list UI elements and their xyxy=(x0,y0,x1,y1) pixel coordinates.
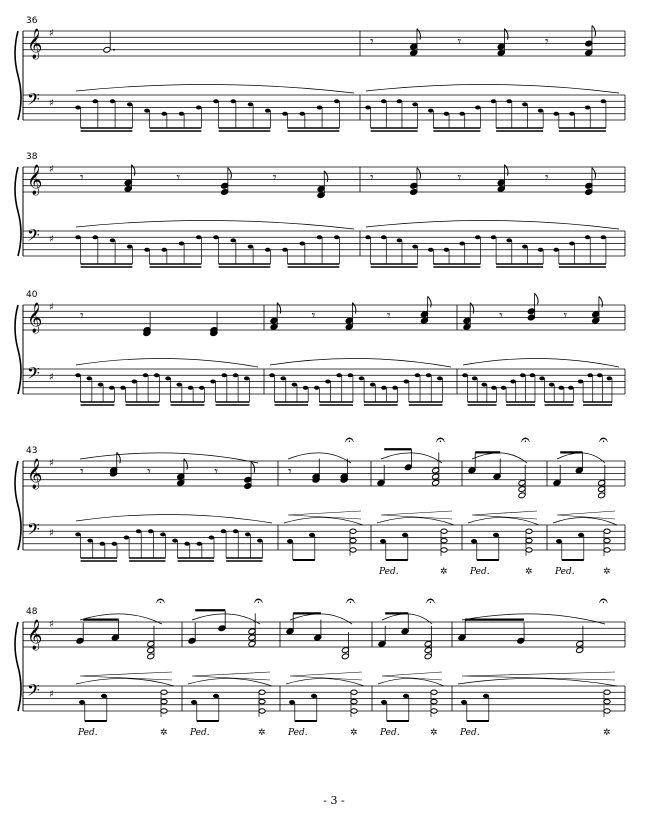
notehead xyxy=(172,539,178,543)
fermata-icon: 𝄐 xyxy=(426,591,435,610)
notehead xyxy=(539,376,545,380)
notehead xyxy=(426,373,432,377)
eighth-rest-icon: 𝄾 xyxy=(272,170,277,186)
page-number: - 3 - xyxy=(323,794,345,807)
notehead xyxy=(245,532,251,536)
notehead xyxy=(109,386,115,390)
notehead xyxy=(481,383,487,387)
notehead xyxy=(179,112,185,116)
notehead xyxy=(289,700,295,704)
note-flag xyxy=(324,171,328,182)
notehead xyxy=(493,533,499,537)
notehead xyxy=(506,99,512,103)
notehead xyxy=(444,112,450,116)
notehead xyxy=(317,106,323,110)
notehead xyxy=(292,383,298,387)
notehead xyxy=(282,112,288,116)
notehead xyxy=(578,380,584,384)
notehead xyxy=(221,373,227,377)
notehead xyxy=(380,539,386,543)
eighth-rest-icon: 𝄾 xyxy=(499,308,503,324)
notehead xyxy=(501,386,507,390)
slur xyxy=(557,453,605,463)
notehead xyxy=(431,709,437,713)
pedal-up-icon: ✲ xyxy=(160,728,168,738)
augmentation-dot xyxy=(113,49,115,51)
notehead xyxy=(303,386,309,390)
notehead xyxy=(282,248,288,252)
notehead xyxy=(161,248,167,252)
notehead xyxy=(99,542,105,546)
brace xyxy=(15,167,21,256)
notehead xyxy=(553,112,559,116)
notehead xyxy=(299,112,305,116)
eighth-rest-icon: 𝄾 xyxy=(176,170,181,186)
eighth-rest-icon: 𝄾 xyxy=(370,170,374,186)
notehead xyxy=(604,548,610,552)
eighth-rest-icon: 𝄾 xyxy=(457,170,462,186)
pedal-down-marking: Ped. xyxy=(288,728,308,738)
brace xyxy=(15,305,21,394)
bass-clef-icon: 𝄢 xyxy=(27,680,40,704)
notehead xyxy=(259,699,265,703)
notehead xyxy=(79,700,85,704)
measure-number: 43 xyxy=(26,446,38,456)
notehead xyxy=(176,383,182,387)
notehead xyxy=(351,699,357,703)
system-48 xyxy=(15,591,625,738)
notehead xyxy=(299,242,305,246)
treble-clef-icon: 𝄞 xyxy=(27,165,43,195)
notehead xyxy=(604,538,610,542)
slur xyxy=(366,84,619,93)
key-signature-sharp-icon: ♯ xyxy=(49,689,54,700)
fermata-icon: 𝄐 xyxy=(346,591,355,610)
notehead xyxy=(553,248,559,252)
notehead xyxy=(459,242,465,246)
notehead xyxy=(314,386,320,390)
measure-number: 40 xyxy=(26,290,38,300)
notehead xyxy=(475,235,481,239)
note-flag xyxy=(117,452,121,463)
notehead xyxy=(127,245,133,249)
notehead xyxy=(359,376,365,380)
notehead xyxy=(475,106,481,110)
note-flag xyxy=(277,303,281,314)
notehead xyxy=(127,102,133,106)
note-flag xyxy=(417,29,421,40)
notehead xyxy=(607,376,613,380)
pedal-down-marking: Ped. xyxy=(380,728,400,738)
notehead xyxy=(350,529,356,533)
notehead xyxy=(569,112,575,116)
notehead xyxy=(491,235,497,239)
eighth-rest-icon: 𝄾 xyxy=(563,308,568,324)
notehead xyxy=(506,238,512,242)
eighth-rest-icon: 𝄾 xyxy=(386,308,391,324)
notehead xyxy=(483,694,489,698)
notehead xyxy=(462,373,468,377)
notehead xyxy=(196,542,202,546)
notehead xyxy=(558,386,564,390)
notehead xyxy=(334,99,340,103)
notehead xyxy=(431,690,437,694)
notehead xyxy=(144,109,150,113)
notehead xyxy=(92,235,98,239)
notehead xyxy=(585,235,591,239)
notehead xyxy=(522,245,528,249)
notehead xyxy=(196,235,202,239)
note-flag xyxy=(504,165,508,176)
notehead xyxy=(165,376,171,380)
notehead xyxy=(213,235,219,239)
notehead xyxy=(259,690,265,694)
notehead xyxy=(471,539,477,543)
notehead xyxy=(161,112,167,116)
notehead xyxy=(143,373,149,377)
fermata-icon: 𝄐 xyxy=(599,591,608,610)
notehead xyxy=(350,548,356,552)
notehead xyxy=(402,533,408,537)
eighth-rest-icon: 𝄾 xyxy=(311,308,316,324)
notehead xyxy=(161,690,167,694)
notehead xyxy=(233,529,239,533)
eighth-rest-icon: 𝄾 xyxy=(288,464,292,480)
notehead xyxy=(87,539,93,543)
eighth-rest-icon: 𝄾 xyxy=(80,308,84,324)
notehead xyxy=(120,386,126,390)
notehead xyxy=(604,709,610,713)
eighth-rest-icon: 𝄾 xyxy=(147,464,151,480)
notehead xyxy=(381,99,387,103)
slur xyxy=(472,453,527,463)
notehead xyxy=(381,700,387,704)
pedal-up-icon: ✲ xyxy=(603,728,611,738)
pedal-down-marking: Ped. xyxy=(379,567,399,577)
notehead xyxy=(209,536,215,540)
notehead xyxy=(233,373,239,377)
note-flag xyxy=(131,165,135,176)
notehead xyxy=(350,538,356,542)
fermata-icon: 𝄐 xyxy=(521,430,530,449)
key-signature-sharp-icon: ♯ xyxy=(49,28,54,39)
notehead xyxy=(210,380,216,384)
notehead xyxy=(144,248,150,252)
notehead xyxy=(351,709,357,713)
notehead xyxy=(92,99,98,103)
notehead xyxy=(98,383,104,387)
fermata-icon: 𝄐 xyxy=(156,591,165,610)
notehead xyxy=(75,235,81,239)
notehead xyxy=(578,533,584,537)
notehead xyxy=(75,532,81,536)
notehead xyxy=(213,99,219,103)
notehead xyxy=(196,106,202,110)
notehead xyxy=(549,383,555,387)
notehead xyxy=(520,373,526,377)
notehead xyxy=(412,102,418,106)
notehead xyxy=(444,248,450,252)
notehead xyxy=(280,376,286,380)
system-43 xyxy=(15,430,625,577)
slur xyxy=(76,514,272,523)
notehead xyxy=(124,536,130,540)
pedal-up-icon: ✲ xyxy=(258,728,266,738)
key-signature-sharp-icon: ♯ xyxy=(49,372,54,383)
notehead xyxy=(161,709,167,713)
notehead xyxy=(101,694,107,698)
slur xyxy=(80,453,258,463)
brace xyxy=(15,461,21,550)
notehead xyxy=(309,533,315,537)
fermata-icon: 𝄐 xyxy=(599,430,608,449)
bass-clef-icon: 𝄢 xyxy=(27,519,40,543)
notehead xyxy=(336,373,342,377)
measure-number: 36 xyxy=(26,16,38,26)
treble-clef-icon: 𝄞 xyxy=(27,459,43,489)
notehead xyxy=(348,373,354,377)
notehead xyxy=(184,542,190,546)
measure-number: 38 xyxy=(26,152,38,162)
notehead xyxy=(403,694,409,698)
notehead xyxy=(510,380,516,384)
notehead xyxy=(248,102,254,106)
notehead xyxy=(491,386,497,390)
slur xyxy=(463,358,619,367)
notehead xyxy=(392,386,398,390)
notehead xyxy=(287,539,293,543)
notehead xyxy=(148,529,154,533)
notehead xyxy=(472,376,478,380)
brace xyxy=(15,31,21,120)
notehead xyxy=(248,245,254,249)
notehead xyxy=(538,248,544,252)
note-flag xyxy=(428,296,432,307)
notehead xyxy=(213,694,219,698)
brace xyxy=(15,622,21,711)
slur xyxy=(270,358,451,367)
notehead xyxy=(75,106,81,110)
eighth-rest-icon: 𝄾 xyxy=(80,170,84,186)
pedal-up-icon: ✲ xyxy=(350,728,358,738)
notehead xyxy=(441,538,447,542)
notehead xyxy=(265,248,271,252)
notehead xyxy=(397,238,403,242)
notehead xyxy=(597,373,603,377)
notehead xyxy=(259,709,265,713)
notehead xyxy=(221,529,227,533)
notehead xyxy=(75,373,81,377)
notehead xyxy=(459,112,465,116)
note-flag xyxy=(184,459,188,470)
slur xyxy=(76,358,258,367)
notehead xyxy=(403,380,409,384)
notehead xyxy=(431,699,437,703)
pedal-down-marking: Ped. xyxy=(190,728,210,738)
notehead xyxy=(415,373,421,377)
notehead xyxy=(86,376,92,380)
bass-clef-icon: 𝄢 xyxy=(27,89,40,113)
treble-clef-icon: 𝄞 xyxy=(27,303,43,333)
notehead xyxy=(131,380,137,384)
note-flag xyxy=(504,29,508,40)
notehead xyxy=(136,529,142,533)
notehead xyxy=(230,99,236,103)
key-signature-sharp-icon: ♯ xyxy=(49,164,54,175)
notehead xyxy=(191,700,197,704)
notehead xyxy=(370,383,376,387)
notehead xyxy=(587,373,593,377)
measure-number: 48 xyxy=(26,607,38,617)
notehead xyxy=(604,529,610,533)
notehead xyxy=(325,380,331,384)
notehead xyxy=(230,238,236,242)
pedal-up-icon: ✲ xyxy=(525,567,533,577)
treble-clef-icon: 𝄞 xyxy=(27,29,43,59)
key-signature-sharp-icon: ♯ xyxy=(49,528,54,539)
pedal-up-icon: ✲ xyxy=(603,567,611,577)
notehead xyxy=(317,235,323,239)
key-signature-sharp-icon: ♯ xyxy=(49,234,54,245)
notehead xyxy=(397,99,403,103)
treble-clef-icon: 𝄞 xyxy=(27,620,43,650)
notehead xyxy=(160,532,166,536)
notehead xyxy=(556,539,562,543)
notehead xyxy=(351,690,357,694)
bass-clef-icon: 𝄢 xyxy=(27,225,40,249)
fermata-icon: 𝄐 xyxy=(436,430,445,449)
notehead xyxy=(526,548,532,552)
system-40 xyxy=(15,290,625,405)
notehead xyxy=(601,235,607,239)
eighth-rest-icon: 𝄾 xyxy=(545,34,549,50)
system-38 xyxy=(15,152,625,267)
system-36 xyxy=(15,16,625,131)
key-signature-sharp-icon: ♯ xyxy=(49,619,54,630)
notehead xyxy=(568,386,574,390)
notehead xyxy=(441,548,447,552)
eighth-rest-icon: 𝄾 xyxy=(214,464,219,480)
notehead xyxy=(381,386,387,390)
notehead xyxy=(530,373,536,377)
notehead xyxy=(461,700,467,704)
notehead xyxy=(110,238,116,242)
pedal-up-icon: ✲ xyxy=(440,567,448,577)
note-flag xyxy=(599,296,603,307)
notehead xyxy=(569,242,575,246)
notehead xyxy=(491,99,497,103)
note-flag xyxy=(535,293,539,304)
eighth-rest-icon: 𝄾 xyxy=(370,34,374,50)
note-flag xyxy=(470,303,474,314)
pedal-down-marking: Ped. xyxy=(555,567,575,577)
pedal-down-marking: Ped. xyxy=(470,567,490,577)
notehead xyxy=(265,109,271,113)
notehead xyxy=(601,99,607,103)
slur xyxy=(382,614,432,624)
eighth-rest-icon: 𝄾 xyxy=(545,170,549,186)
notehead xyxy=(311,694,317,698)
key-signature-sharp-icon: ♯ xyxy=(49,302,54,313)
notehead xyxy=(526,529,532,533)
fermata-icon: 𝄐 xyxy=(254,591,263,610)
notehead xyxy=(522,102,528,106)
pedal-down-marking: Ped. xyxy=(78,728,98,738)
notehead xyxy=(269,373,275,377)
slur xyxy=(192,614,260,624)
eighth-rest-icon: 𝄾 xyxy=(457,34,462,50)
notehead xyxy=(437,376,443,380)
notehead xyxy=(161,699,167,703)
key-signature-sharp-icon: ♯ xyxy=(49,98,54,109)
notehead xyxy=(604,699,610,703)
notehead xyxy=(188,386,194,390)
notehead xyxy=(257,539,263,543)
notehead xyxy=(412,245,418,249)
fermata-icon: 𝄐 xyxy=(345,430,354,449)
eighth-rest-icon: 𝄾 xyxy=(80,464,84,480)
notehead xyxy=(110,99,116,103)
notehead xyxy=(381,235,387,239)
key-signature-sharp-icon: ♯ xyxy=(49,458,54,469)
notehead xyxy=(365,235,371,239)
notehead xyxy=(428,109,434,113)
notehead xyxy=(334,235,340,239)
notehead xyxy=(441,529,447,533)
slur xyxy=(76,220,354,229)
notehead xyxy=(154,373,160,377)
notehead xyxy=(112,542,118,546)
notehead xyxy=(199,386,205,390)
note-flag xyxy=(352,303,356,314)
notehead xyxy=(244,376,250,380)
pedal-down-marking: Ped. xyxy=(460,728,480,738)
notehead xyxy=(428,248,434,252)
slur xyxy=(366,220,619,229)
bass-clef-icon: 𝄢 xyxy=(27,363,40,387)
notehead xyxy=(538,109,544,113)
notehead xyxy=(365,106,371,110)
notehead xyxy=(585,106,591,110)
notehead xyxy=(526,538,532,542)
notehead xyxy=(179,242,185,246)
notehead xyxy=(604,690,610,694)
pedal-up-icon: ✲ xyxy=(430,728,438,738)
slur xyxy=(76,84,354,93)
